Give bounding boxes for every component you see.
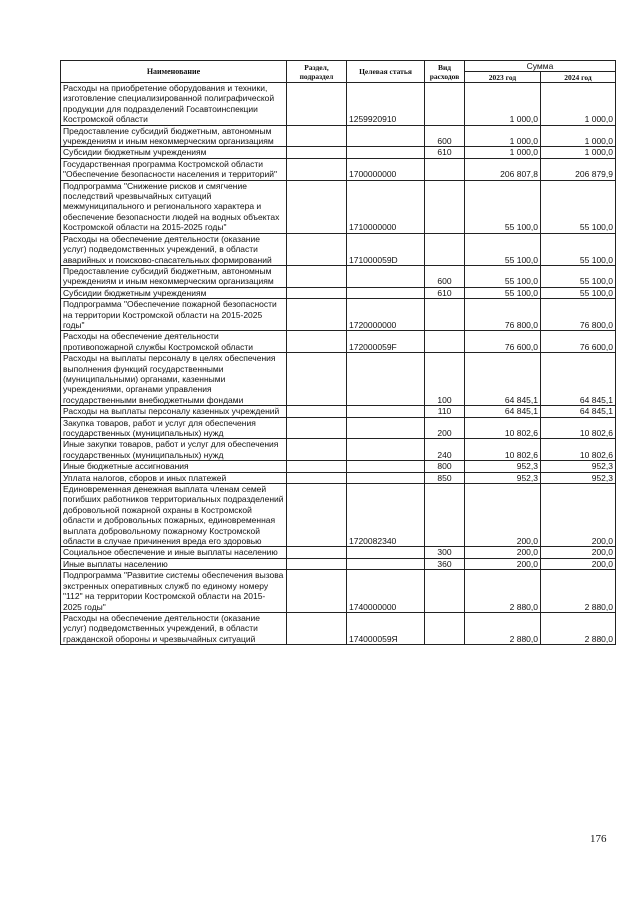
cell-y2024: 55 100,0 bbox=[541, 265, 616, 287]
cell-section bbox=[287, 299, 347, 331]
cell-y2024: 10 802,6 bbox=[541, 439, 616, 461]
cell-section bbox=[287, 472, 347, 483]
cell-code: 174000059Я bbox=[347, 612, 425, 644]
cell-type: 610 bbox=[425, 147, 465, 158]
cell-section bbox=[287, 484, 347, 547]
cell-y2023: 200,0 bbox=[465, 484, 541, 547]
cell-y2023: 206 807,8 bbox=[465, 158, 541, 180]
cell-section bbox=[287, 233, 347, 265]
cell-section bbox=[287, 461, 347, 472]
header-year-2024: 2024 год bbox=[541, 72, 616, 83]
cell-y2023: 200,0 bbox=[465, 558, 541, 569]
cell-section bbox=[287, 417, 347, 439]
table-row bbox=[61, 299, 616, 331]
cell-section bbox=[287, 180, 347, 233]
cell-code bbox=[347, 287, 425, 298]
cell-y2023: 55 100,0 bbox=[465, 287, 541, 298]
cell-section bbox=[287, 612, 347, 644]
cell-y2023: 76 600,0 bbox=[465, 331, 541, 353]
cell-y2024: 64 845,1 bbox=[541, 353, 616, 406]
cell-y2023: 200,0 bbox=[465, 547, 541, 558]
cell-y2024: 952,3 bbox=[541, 461, 616, 472]
cell-section bbox=[287, 158, 347, 180]
cell-code bbox=[347, 417, 425, 439]
cell-y2024: 1 000,0 bbox=[541, 83, 616, 126]
cell-type: 240 bbox=[425, 439, 465, 461]
cell-code: 1720082340 bbox=[347, 484, 425, 547]
table-row bbox=[61, 439, 616, 461]
cell-section bbox=[287, 570, 347, 613]
cell-code bbox=[347, 265, 425, 287]
cell-name: Единовременная денежная выплата членам семей погибших работников территориальных подразделений добровольной пожарной охраны в Костромской области и добровольных пожарных, единовременная выплата добровольному пожарному Костромской области в случае причинения вреда его здоровью bbox=[61, 484, 287, 547]
cell-type bbox=[425, 233, 465, 265]
table-row bbox=[61, 147, 616, 158]
table-row bbox=[61, 406, 616, 417]
table-row bbox=[61, 331, 616, 353]
table-row bbox=[61, 570, 616, 613]
cell-name: Субсидии бюджетным учреждениям bbox=[61, 287, 287, 298]
cell-type bbox=[425, 158, 465, 180]
cell-type: 850 bbox=[425, 472, 465, 483]
cell-y2023: 1 000,0 bbox=[465, 83, 541, 126]
cell-code: 1740000000 bbox=[347, 570, 425, 613]
cell-type: 360 bbox=[425, 558, 465, 569]
table-body bbox=[61, 83, 616, 645]
cell-y2024: 55 100,0 bbox=[541, 180, 616, 233]
cell-name: Подпрограмма "Снижение рисков и смягчение последствий чрезвычайных ситуаций межмуниципального и регионального характера и обеспечение безопасности людей на водных объектах Костромской области на 2015-2025 годы" bbox=[61, 180, 287, 233]
cell-name: Расходы на приобретение оборудования и техники, изготовление специализированной полиграфической продукции для подразделений Госавтоинспекции Костромской области bbox=[61, 83, 287, 126]
cell-y2024: 200,0 bbox=[541, 547, 616, 558]
cell-name: Иные бюджетные ассигнования bbox=[61, 461, 287, 472]
cell-name: Закупка товаров, работ и услуг для обеспечения государственных (муниципальных) нужд bbox=[61, 417, 287, 439]
cell-type: 200 bbox=[425, 417, 465, 439]
cell-code: 1720000000 bbox=[347, 299, 425, 331]
cell-y2024: 76 600,0 bbox=[541, 331, 616, 353]
header-name: Наименование bbox=[61, 61, 287, 83]
cell-name: Расходы на выплаты персоналу в целях обеспечения выполнения функций государственными (муниципальными) органами, казенными учреждениями, органами управления государственными внебюджетными фондами bbox=[61, 353, 287, 406]
cell-code bbox=[347, 406, 425, 417]
cell-type bbox=[425, 331, 465, 353]
header-type: Вид расходов bbox=[425, 61, 465, 83]
table-row bbox=[61, 484, 616, 547]
cell-y2024: 10 802,6 bbox=[541, 417, 616, 439]
cell-type: 610 bbox=[425, 287, 465, 298]
cell-name: Расходы на обеспечение деятельности (оказание услуг) подведомственных учреждений, в области гражданской обороны и чрезвычайных ситуаций bbox=[61, 612, 287, 644]
budget-table bbox=[60, 60, 616, 645]
table-row bbox=[61, 158, 616, 180]
cell-section bbox=[287, 331, 347, 353]
table-row bbox=[61, 612, 616, 644]
cell-section bbox=[287, 558, 347, 569]
table-row bbox=[61, 287, 616, 298]
cell-section bbox=[287, 125, 347, 147]
cell-section bbox=[287, 547, 347, 558]
cell-y2024: 1 000,0 bbox=[541, 147, 616, 158]
table-row bbox=[61, 180, 616, 233]
cell-y2023: 55 100,0 bbox=[465, 233, 541, 265]
cell-code bbox=[347, 461, 425, 472]
table-row bbox=[61, 472, 616, 483]
table-row bbox=[61, 547, 616, 558]
cell-y2024: 1 000,0 bbox=[541, 125, 616, 147]
cell-type bbox=[425, 570, 465, 613]
cell-name: Предоставление субсидий бюджетным, автономным учреждениям и иным некоммерческим организациям bbox=[61, 125, 287, 147]
cell-type bbox=[425, 299, 465, 331]
cell-section bbox=[287, 439, 347, 461]
cell-code bbox=[347, 439, 425, 461]
cell-y2024: 200,0 bbox=[541, 558, 616, 569]
cell-type bbox=[425, 612, 465, 644]
header-year-2023: 2023 год bbox=[465, 72, 541, 83]
page-number: 176 bbox=[590, 833, 607, 845]
cell-section bbox=[287, 406, 347, 417]
cell-y2023: 952,3 bbox=[465, 461, 541, 472]
cell-type bbox=[425, 83, 465, 126]
cell-type bbox=[425, 484, 465, 547]
table-row bbox=[61, 353, 616, 406]
cell-type: 300 bbox=[425, 547, 465, 558]
cell-name: Иные выплаты населению bbox=[61, 558, 287, 569]
cell-y2024: 64 845,1 bbox=[541, 406, 616, 417]
cell-code: 172000059F bbox=[347, 331, 425, 353]
cell-y2024: 952,3 bbox=[541, 472, 616, 483]
cell-section bbox=[287, 353, 347, 406]
cell-name: Подпрограмма "Обеспечение пожарной безопасности на территории Костромской области на 2015-2025 годы" bbox=[61, 299, 287, 331]
cell-type: 800 bbox=[425, 461, 465, 472]
table-row bbox=[61, 125, 616, 147]
cell-name: Уплата налогов, сборов и иных платежей bbox=[61, 472, 287, 483]
cell-y2024: 2 880,0 bbox=[541, 612, 616, 644]
cell-y2023: 10 802,6 bbox=[465, 439, 541, 461]
cell-name: Социальное обеспечение и иные выплаты населению bbox=[61, 547, 287, 558]
cell-y2023: 952,3 bbox=[465, 472, 541, 483]
table-row bbox=[61, 233, 616, 265]
cell-y2023: 64 845,1 bbox=[465, 406, 541, 417]
cell-y2024: 206 879,9 bbox=[541, 158, 616, 180]
cell-section bbox=[287, 83, 347, 126]
table-header bbox=[61, 61, 616, 83]
cell-code bbox=[347, 125, 425, 147]
cell-y2024: 55 100,0 bbox=[541, 233, 616, 265]
cell-code: 171000059D bbox=[347, 233, 425, 265]
cell-section bbox=[287, 287, 347, 298]
cell-y2023: 2 880,0 bbox=[465, 570, 541, 613]
cell-y2023: 55 100,0 bbox=[465, 265, 541, 287]
table-row bbox=[61, 461, 616, 472]
cell-name: Субсидии бюджетным учреждениям bbox=[61, 147, 287, 158]
cell-type: 600 bbox=[425, 265, 465, 287]
cell-name: Подпрограмма "Развитие системы обеспечения вызова экстренных оперативных служб по единому номеру "112" на территории Костромской области на 2015-2025 годы" bbox=[61, 570, 287, 613]
cell-code bbox=[347, 558, 425, 569]
table-row bbox=[61, 265, 616, 287]
cell-y2023: 2 880,0 bbox=[465, 612, 541, 644]
cell-name: Расходы на обеспечение деятельности (оказание услуг) подведомственных учреждений, в области аварийных и поисково-спасательных формирований bbox=[61, 233, 287, 265]
table-row bbox=[61, 83, 616, 126]
cell-section bbox=[287, 265, 347, 287]
table-row bbox=[61, 558, 616, 569]
cell-y2024: 2 880,0 bbox=[541, 570, 616, 613]
cell-y2023: 76 800,0 bbox=[465, 299, 541, 331]
cell-y2024: 55 100,0 bbox=[541, 287, 616, 298]
cell-y2023: 1 000,0 bbox=[465, 125, 541, 147]
cell-y2023: 64 845,1 bbox=[465, 353, 541, 406]
cell-code bbox=[347, 547, 425, 558]
cell-type: 600 bbox=[425, 125, 465, 147]
cell-y2024: 76 800,0 bbox=[541, 299, 616, 331]
cell-code bbox=[347, 353, 425, 406]
cell-name: Расходы на обеспечение деятельности противопожарной службы Костромской области bbox=[61, 331, 287, 353]
cell-type: 110 bbox=[425, 406, 465, 417]
cell-name: Предоставление субсидий бюджетным, автономным учреждениям и иным некоммерческим организациям bbox=[61, 265, 287, 287]
cell-code: 1700000000 bbox=[347, 158, 425, 180]
cell-section bbox=[287, 147, 347, 158]
cell-name: Иные закупки товаров, работ и услуг для обеспечения государственных (муниципальных) нужд bbox=[61, 439, 287, 461]
cell-y2024: 200,0 bbox=[541, 484, 616, 547]
cell-y2023: 55 100,0 bbox=[465, 180, 541, 233]
header-sum: Сумма bbox=[465, 61, 616, 72]
table-row bbox=[61, 417, 616, 439]
cell-code bbox=[347, 472, 425, 483]
cell-type bbox=[425, 180, 465, 233]
cell-type: 100 bbox=[425, 353, 465, 406]
header-section: Раздел, подраздел bbox=[287, 61, 347, 83]
cell-code: 1259920910 bbox=[347, 83, 425, 126]
cell-code bbox=[347, 147, 425, 158]
header-code: Целевая статья bbox=[347, 61, 425, 83]
cell-y2023: 1 000,0 bbox=[465, 147, 541, 158]
cell-name: Государственная программа Костромской области "Обеспечение безопасности населения и территорий" bbox=[61, 158, 287, 180]
cell-y2023: 10 802,6 bbox=[465, 417, 541, 439]
cell-name: Расходы на выплаты персоналу казенных учреждений bbox=[61, 406, 287, 417]
cell-code: 1710000000 bbox=[347, 180, 425, 233]
